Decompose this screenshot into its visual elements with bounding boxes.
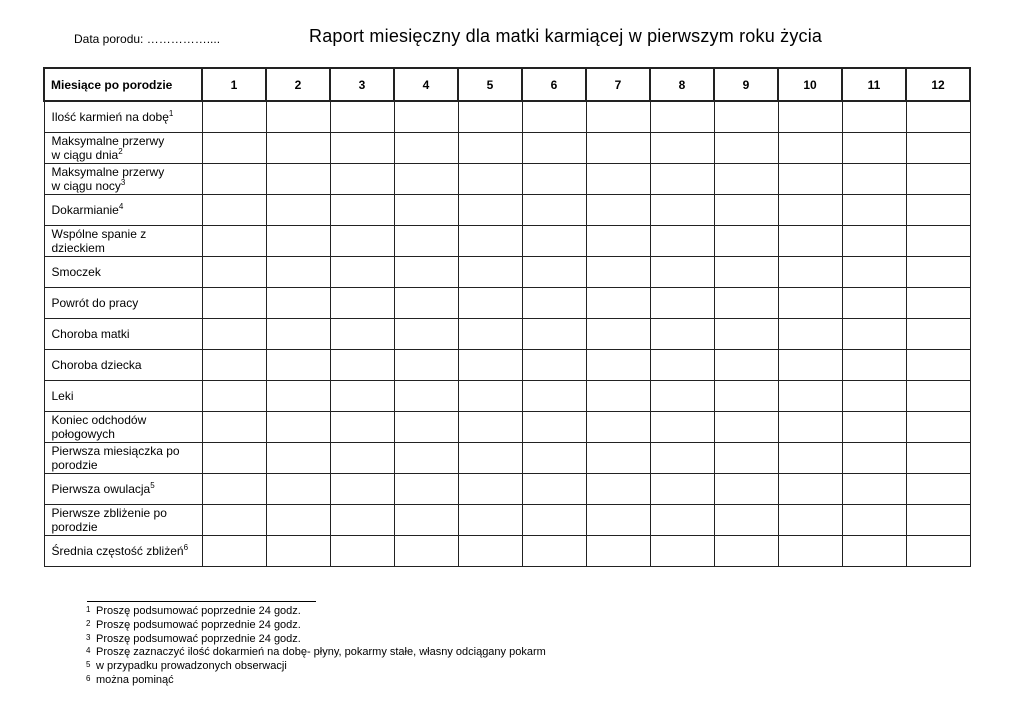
entry-cell[interactable] [330,473,394,504]
month-header: 1 [202,68,266,101]
entry-cell[interactable] [650,442,714,473]
footnote-separator [87,601,316,602]
entry-cell[interactable] [202,132,266,163]
footnote-marker: 2 [118,146,123,156]
entry-cell[interactable] [778,411,842,442]
entry-cell[interactable] [266,287,330,318]
footnote [86,674,546,688]
footnote [86,605,546,619]
entry-cell[interactable] [330,101,394,132]
entry-cell[interactable] [394,101,458,132]
entry-cell[interactable] [778,442,842,473]
entry-cell[interactable] [458,504,522,535]
row-label-text: Pierwsza miesiączka po [51,443,180,458]
entry-cell[interactable] [778,349,842,380]
table-row [44,380,970,411]
row-label [44,349,202,380]
entry-cell[interactable] [650,101,714,132]
entry-cell[interactable] [906,163,970,194]
entry-cell[interactable] [266,163,330,194]
row-label-text: Wspólne spanie z [51,226,147,241]
entry-cell[interactable] [266,411,330,442]
entry-cell[interactable] [458,225,522,256]
entry-cell[interactable] [330,225,394,256]
entry-cell[interactable] [906,349,970,380]
entry-cell[interactable] [394,504,458,535]
entry-cell[interactable] [906,535,970,566]
months-after-birth-header: Miesiące po porodzie [44,68,202,101]
entry-cell[interactable] [202,411,266,442]
row-label-text: Maksymalne przerwy [51,133,165,148]
entry-cell[interactable] [266,535,330,566]
entry-cell[interactable] [202,535,266,566]
entry-cell[interactable] [650,349,714,380]
table-row [44,442,970,473]
entry-cell[interactable] [522,411,586,442]
footnote-number: 6 [86,673,91,683]
entry-cell[interactable] [714,256,778,287]
entry-cell[interactable] [330,163,394,194]
entry-cell[interactable] [586,287,650,318]
row-label [44,101,202,132]
entry-cell[interactable] [394,163,458,194]
entry-cell[interactable] [650,473,714,504]
row-label-text: Koniec odchodów [51,412,147,427]
entry-cell[interactable] [842,442,906,473]
entry-cell[interactable] [266,101,330,132]
entry-cell[interactable] [906,101,970,132]
row-label [44,225,202,256]
entry-cell[interactable] [522,504,586,535]
entry-cell[interactable] [586,318,650,349]
entry-cell[interactable] [266,225,330,256]
entry-cell[interactable] [458,473,522,504]
entry-cell[interactable] [714,101,778,132]
table-row [44,504,970,535]
footnote-text: Proszę podsumować poprzednie 24 godz. [96,632,301,645]
entry-cell[interactable] [906,442,970,473]
entry-cell[interactable] [266,349,330,380]
month-header: 7 [586,68,650,101]
footnote-marker: 3 [120,177,126,187]
month-header: 11 [842,68,906,101]
entry-cell[interactable] [522,194,586,225]
entry-cell[interactable] [266,442,330,473]
entry-cell[interactable] [714,442,778,473]
table-row [44,101,970,132]
entry-cell[interactable] [394,442,458,473]
entry-cell[interactable] [202,318,266,349]
footnote-text: Proszę zaznaczyć ilość dokarmień na dobę- płyny, pokarmy stałe, własny odciągany pokarm [96,646,546,659]
row-label-text: Maksymalne przerwy [51,164,165,179]
entry-cell[interactable] [650,411,714,442]
entry-cell[interactable] [394,194,458,225]
footnote-marker: 6 [183,542,189,552]
entry-cell[interactable] [650,225,714,256]
entry-cell[interactable] [394,287,458,318]
entry-cell[interactable] [522,349,586,380]
month-header: 2 [266,68,330,101]
table-row [44,256,970,287]
entry-cell[interactable] [650,535,714,566]
entry-cell[interactable] [650,256,714,287]
row-label-text: dzieckiem [51,240,105,255]
birth-date-field[interactable]: Data porodu: …………….... [74,32,221,46]
row-label-text: Smoczek [51,264,101,279]
entry-cell[interactable] [842,411,906,442]
month-header: 5 [458,68,522,101]
entry-cell[interactable] [842,132,906,163]
month-header: 3 [330,68,394,101]
footnote-marker: 1 [168,108,174,118]
entry-cell[interactable] [842,473,906,504]
row-label-text: Ilość karmień na dobę [51,109,169,124]
row-label-text: Pierwsza owulacja [51,481,151,496]
monthly-report-table [43,67,971,567]
entry-cell[interactable] [586,411,650,442]
entry-cell[interactable] [202,101,266,132]
entry-cell[interactable] [714,380,778,411]
entry-cell[interactable] [522,380,586,411]
entry-cell[interactable] [906,411,970,442]
footnote-marker: 5 [150,480,155,490]
entry-cell[interactable] [842,349,906,380]
entry-cell[interactable] [586,442,650,473]
row-label [44,411,202,442]
footnotes [86,605,546,688]
table-row [44,535,970,566]
entry-cell[interactable] [202,473,266,504]
entry-cell[interactable] [906,287,970,318]
entry-cell[interactable] [522,442,586,473]
entry-cell[interactable] [714,163,778,194]
entry-cell[interactable] [586,380,650,411]
row-label-text: Pierwsze zbliżenie po [51,505,167,520]
entry-cell[interactable] [522,256,586,287]
entry-cell[interactable] [714,473,778,504]
entry-cell[interactable] [842,101,906,132]
entry-cell[interactable] [394,535,458,566]
entry-cell[interactable] [330,194,394,225]
entry-cell[interactable] [714,132,778,163]
entry-cell[interactable] [522,101,586,132]
entry-cell[interactable] [330,442,394,473]
entry-cell[interactable] [714,349,778,380]
entry-cell[interactable] [458,194,522,225]
row-label-text: Leki [51,388,74,403]
entry-cell[interactable] [458,535,522,566]
entry-cell[interactable] [202,287,266,318]
entry-cell[interactable] [906,504,970,535]
entry-cell[interactable] [714,225,778,256]
entry-cell[interactable] [906,256,970,287]
entry-cell[interactable] [394,318,458,349]
footnote-marker: 4 [118,201,124,211]
entry-cell[interactable] [266,194,330,225]
entry-cell[interactable] [842,256,906,287]
entry-cell[interactable] [330,256,394,287]
entry-cell[interactable] [586,349,650,380]
entry-cell[interactable] [330,411,394,442]
footnote [86,633,546,647]
row-label [44,318,202,349]
entry-cell[interactable] [650,504,714,535]
entry-cell[interactable] [202,194,266,225]
entry-cell[interactable] [586,225,650,256]
entry-cell[interactable] [522,287,586,318]
footnote [86,619,546,633]
footnote-number: 2 [86,618,91,628]
month-header: 10 [778,68,842,101]
entry-cell[interactable] [778,163,842,194]
month-header: 9 [714,68,778,101]
entry-cell[interactable] [330,380,394,411]
table-row [44,132,970,163]
entry-cell[interactable] [522,535,586,566]
entry-cell[interactable] [394,349,458,380]
entry-cell[interactable] [842,225,906,256]
table-row [44,225,970,256]
entry-cell[interactable] [266,504,330,535]
entry-cell[interactable] [394,132,458,163]
entry-cell[interactable] [394,256,458,287]
footnote-text: Proszę podsumować poprzednie 24 godz. [96,618,301,631]
footnote [86,660,546,674]
entry-cell[interactable] [842,318,906,349]
entry-cell[interactable] [522,225,586,256]
entry-cell[interactable] [522,132,586,163]
table-row [44,411,970,442]
entry-cell[interactable] [778,225,842,256]
entry-cell[interactable] [458,287,522,318]
entry-cell[interactable] [842,194,906,225]
entry-cell[interactable] [842,380,906,411]
entry-cell[interactable] [458,442,522,473]
row-label [44,442,202,473]
footnote-number: 1 [86,605,91,614]
footnote-text: w przypadku prowadzonych obserwacji [96,660,287,673]
entry-cell[interactable] [714,504,778,535]
row-label-text: Powrót do pracy [51,295,139,310]
entry-cell[interactable] [202,256,266,287]
entry-cell[interactable] [906,194,970,225]
entry-cell[interactable] [778,473,842,504]
entry-cell[interactable] [458,256,522,287]
entry-cell[interactable] [778,256,842,287]
row-label [44,504,202,535]
entry-cell[interactable] [330,318,394,349]
entry-cell[interactable] [906,225,970,256]
row-label-text: połogowych [51,426,115,441]
row-label [44,535,202,566]
row-label-text: Choroba dziecka [51,357,142,372]
entry-cell[interactable] [266,256,330,287]
entry-cell[interactable] [778,535,842,566]
entry-cell[interactable] [778,101,842,132]
entry-cell[interactable] [330,349,394,380]
entry-cell[interactable] [586,473,650,504]
entry-cell[interactable] [650,163,714,194]
entry-cell[interactable] [650,132,714,163]
entry-cell[interactable] [202,349,266,380]
row-label [44,194,202,225]
entry-cell[interactable] [906,132,970,163]
row-label [44,287,202,318]
row-label [44,380,202,411]
entry-cell[interactable] [778,287,842,318]
entry-cell[interactable] [522,473,586,504]
entry-cell[interactable] [458,380,522,411]
entry-cell[interactable] [842,163,906,194]
entry-cell[interactable] [202,504,266,535]
entry-cell[interactable] [586,163,650,194]
table-row [44,287,970,318]
entry-cell[interactable] [714,411,778,442]
table-row [44,194,970,225]
footnote-number: 4 [86,646,91,656]
entry-cell[interactable] [778,194,842,225]
row-label [44,256,202,287]
row-label-text: porodzie [51,457,98,472]
entry-cell[interactable] [330,287,394,318]
entry-cell[interactable] [586,256,650,287]
row-label-text: porodzie [51,519,98,534]
entry-cell[interactable] [202,380,266,411]
entry-cell[interactable] [458,163,522,194]
entry-cell[interactable] [842,504,906,535]
entry-cell[interactable] [650,287,714,318]
entry-cell[interactable] [458,318,522,349]
entry-cell[interactable] [266,132,330,163]
entry-cell[interactable] [522,318,586,349]
entry-cell[interactable] [458,349,522,380]
row-label-text: Średnia częstość zbliżeń [51,543,184,558]
entry-cell[interactable] [394,380,458,411]
row-label [44,163,202,194]
table-row [44,349,970,380]
entry-cell[interactable] [202,225,266,256]
entry-cell[interactable] [202,442,266,473]
entry-cell[interactable] [266,473,330,504]
row-label-text: w ciągu nocy [51,178,121,193]
entry-cell[interactable] [330,504,394,535]
entry-cell[interactable] [458,132,522,163]
entry-cell[interactable] [586,101,650,132]
footnote-number: 5 [86,660,91,670]
entry-cell[interactable] [906,473,970,504]
table-row [44,318,970,349]
entry-cell[interactable] [650,380,714,411]
entry-cell[interactable] [458,101,522,132]
table-row [44,163,970,194]
document-title: Raport miesięczny dla matki karmiącej w pierwszym roku życia [309,26,823,46]
entry-cell[interactable] [330,132,394,163]
entry-cell[interactable] [842,287,906,318]
entry-cell[interactable] [202,163,266,194]
entry-cell[interactable] [394,411,458,442]
footnote-number: 3 [86,632,91,642]
entry-cell[interactable] [394,473,458,504]
month-header: 8 [650,68,714,101]
entry-cell[interactable] [394,225,458,256]
entry-cell[interactable] [906,318,970,349]
entry-cell[interactable] [778,504,842,535]
row-label-text: Choroba matki [51,326,130,341]
footnote-text: Proszę podsumować poprzednie 24 godz. [96,605,301,617]
entry-cell[interactable] [714,535,778,566]
row-label-text: Dokarmianie [51,202,119,217]
entry-cell[interactable] [266,380,330,411]
entry-cell[interactable] [458,411,522,442]
entry-cell[interactable] [778,380,842,411]
entry-cell[interactable] [714,318,778,349]
entry-cell[interactable] [586,132,650,163]
entry-cell[interactable] [586,194,650,225]
month-header: 12 [906,68,970,101]
entry-cell[interactable] [650,318,714,349]
entry-cell[interactable] [586,504,650,535]
entry-cell[interactable] [906,380,970,411]
footnote-text: można pominąć [96,673,174,686]
entry-cell[interactable] [330,535,394,566]
entry-cell[interactable] [778,318,842,349]
row-label-text: w ciągu dnia [51,147,119,162]
entry-cell[interactable] [586,535,650,566]
footnote [86,646,546,660]
entry-cell[interactable] [650,194,714,225]
entry-cell[interactable] [778,132,842,163]
entry-cell[interactable] [714,287,778,318]
entry-cell[interactable] [522,163,586,194]
table-row [44,473,970,504]
table-header-row [44,68,970,101]
entry-cell[interactable] [266,318,330,349]
entry-cell[interactable] [714,194,778,225]
row-label [44,132,202,163]
entry-cell[interactable] [842,535,906,566]
month-header: 6 [522,68,586,101]
month-header: 4 [394,68,458,101]
row-label [44,473,202,504]
